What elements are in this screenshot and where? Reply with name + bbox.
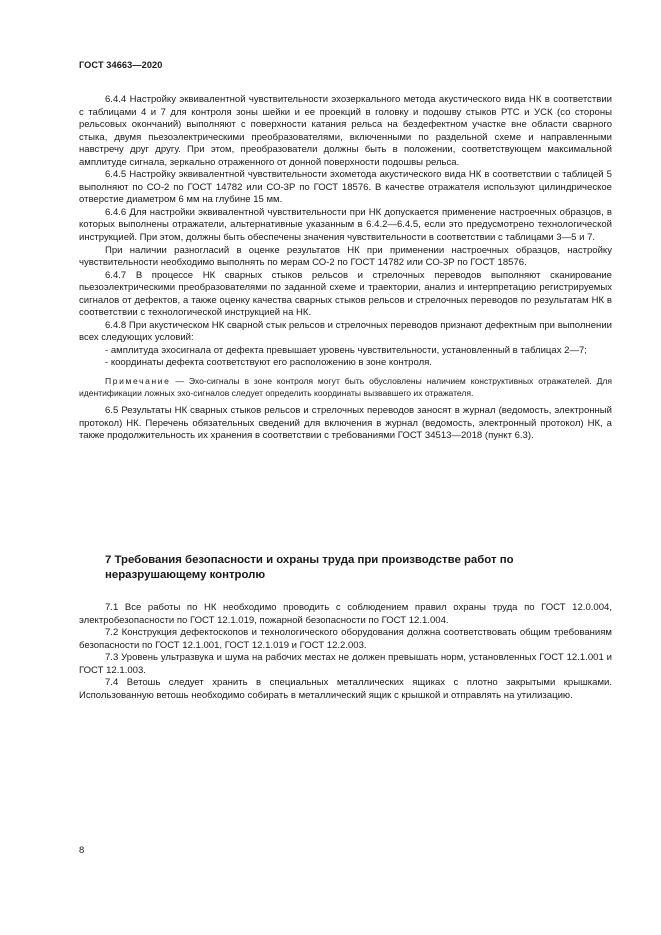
condition-list-item: - амплитуда эхосигнала от дефекта превышает уровень чувствительности, установленный в таблицах 2—7; xyxy=(105,344,587,356)
clause-6-4-text xyxy=(79,94,612,443)
paragraph-6-4-7: 6.4.7 В процессе НК сварных стыков рельсов и стрелочных переводов выполняют сканирование пьезоэлектрическими преобразователями по заданной схеме и траектории, анализ и интерпретацию регистрируемых сигналов от дефектов, а также оценку качества сварных стыков рельсов и стрелочных переводов по результатам НК в соответствии с технологической инструкцией на НК. xyxy=(79,269,612,319)
condition-list-item: - координаты дефекта соответствуют его расположению в зоне контроля. xyxy=(105,357,432,369)
paragraph-6-5: 6.5 Результаты НК сварных стыков рельсов и стрелочных переводов заносят в журнал (ведомость, электронный протокол) НК. Перечень обязательных сведений для включения в журнал (ведомость, электронный протокол) НК, а также продолжительность их хранения в соответствии с требованиями ГОСТ 34513—2018 (пункт 6.3). xyxy=(79,405,612,442)
paragraph-7-4: 7.4 Ветошь следует хранить в специальных металлических ящиках с плотно закрытыми крышками. Использованную ветошь необходимо собирать в металлический ящик с крышкой и отправлять на утилизацию. xyxy=(79,677,612,701)
note xyxy=(79,375,612,399)
document-header: ГОСТ 34663—2020 xyxy=(79,60,163,70)
paragraph-7-2: 7.2 Конструкция дефектоскопов и технологического оборудования должна соответствовать общим требованиям безопасности по ГОСТ 12.1.001, ГОСТ 12.1.019 и ГОСТ 12.2.003. xyxy=(79,627,612,651)
paragraph-6-4-6: 6.4.6 Для настройки эквивалентной чувствительности при НК допускается применение настроечных образцов, в которых выполнены отражатели, альтернативные указанным в 6.4.2—6.4.5, если это предусмотрено технологической инструкцией. При этом, должны быть обеспечены значения чувствительности в соответствии с таблицами 3—5 и 7. xyxy=(79,206,612,244)
note-text: — Эхо-сигналы в зоне контроля могут быть обусловлены наличием конструктивных отражателей. Для идентификации ложных эхо-сигналов следует определить координаты вызвавшего их отражателя. xyxy=(79,376,612,399)
section-7-title: 7 Требования безопасности и охраны труда при производстве работ по неразрушающему контролю xyxy=(105,554,514,581)
paragraph-7-1: 7.1 Все работы по НК необходимо проводить с соблюдением правил охраны труда по ГОСТ 12.0.004, электробезопасности по ГОСТ 12.1.019, пожарной безопасности по ГОСТ 12.1.004. xyxy=(79,602,612,626)
paragraph-7-3: 7.3 Уровень ультразвука и шума на рабочих местах не должен превышать норм, установленных ГОСТ 12.1.001 и ГОСТ 12.1.003. xyxy=(79,652,612,676)
note-label: Примечание xyxy=(105,376,171,387)
paragraph-6-4-5: 6.4.5 Настройку эквивалентной чувствительности эхометода акустического вида НК в соответствии с таблицей 5 выполняют по СО-2 по ГОСТ 14782 или СО-3Р по ГОСТ 18576. В качестве отражателя используют цилиндрическое отверстие диаметром 6 мм на глубине 15 мм. xyxy=(79,169,612,206)
page-number: 8 xyxy=(79,845,85,856)
section-7-text xyxy=(79,602,612,702)
paragraph-6-4-8: 6.4.8 При акустическом НК сварной стык рельсов и стрелочных переводов признают дефектным при выполнении всех следующих условий: xyxy=(79,319,612,344)
paragraph-6-4-4: 6.4.4 Настройку эквивалентной чувствительности эхозеркального метода акустического вида НК в соответствии с таблицами 4 и 7 для контроля зоны шейки и ее проекций в головку и подошву стыков РТС и УСК (со стороны рельсовых окончаний) выполняют с поверхности катания рельса на бездефектном участке вне области сварного стыка, двумя пьезоэлектрическими преобразователями, включенными по раздельной схеме и направленными навстречу друг другу. При этом, преобразователи должны быть в положении, соответствующем максимальной амплитуде сигнала, зеркально отраженного от донной поверхности подошвы рельса. xyxy=(79,94,612,168)
paragraph-disagreement: При наличии разногласий в оценке результатов НК при применении настроечных образцов, настройку чувствительности необходимо выполнять по мерам СО-2 по ГОСТ 14782 или СО-3Р по ГОСТ 18576. xyxy=(79,244,612,269)
